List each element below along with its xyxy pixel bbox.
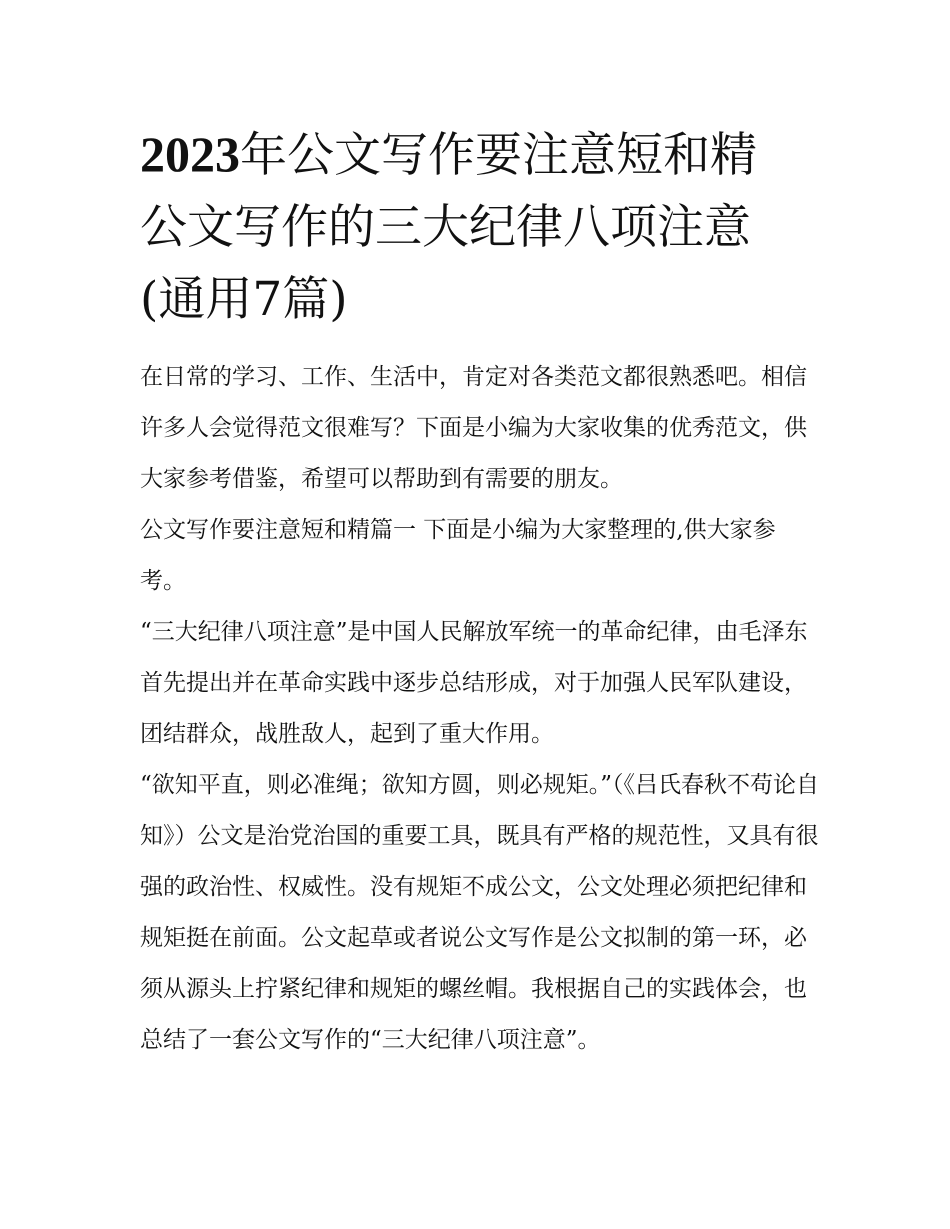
title-year: 2023: [140, 126, 240, 182]
title-line-3: [140, 264, 820, 336]
paragraph-section-one: 公文写作要注意短和精篇一 下面是小编为大家整理的,供大家参考。: [140, 517, 776, 594]
title-line-2-text: 公文写作的三大纪律八项注意: [140, 200, 751, 255]
title-line-3-text: (通用7篇): [140, 272, 348, 327]
paragraph-three-disciplines: “三大纪律八项注意”是中国人民解放军统一的革命纪律，由毛泽东首先提出并在革命实践中逐步总结形成，对于加强人民军队建设，团结群众，战胜敌人，起到了重大作用。: [140, 619, 808, 747]
title-line-1: [140, 118, 820, 192]
paragraph-rules: “欲知平直，则必准绳；欲知方圆，则必规矩。”（《吕氏春秋不苟论自知》）公文是治党治国的重要工具，既具有严格的规范性，又具有很强的政治性、权威性。没有规矩不成公文，公文处理必须把纪律和规矩挺在前面。公文起草或者说公文写作是公文拟制的第一环，必须从源头上拧紧纪律和规矩的螺丝帽。我根据自己的实践体会，也总结了一套公文写作的“三大纪律八项注意”。: [140, 772, 820, 1053]
title-line-1-text: 年公文写作要注意短和精: [240, 128, 757, 183]
document-title: [140, 118, 820, 336]
document-page: [140, 118, 820, 1066]
paragraph-intro: 在日常的学习、工作、生活中，肯定对各类范文都很熟悉吧。相信许多人会觉得范文很难写？下面是小编为大家收集的优秀范文，供大家参考借鉴，希望可以帮助到有需要的朋友。: [140, 364, 807, 492]
title-line-2: [140, 192, 820, 264]
